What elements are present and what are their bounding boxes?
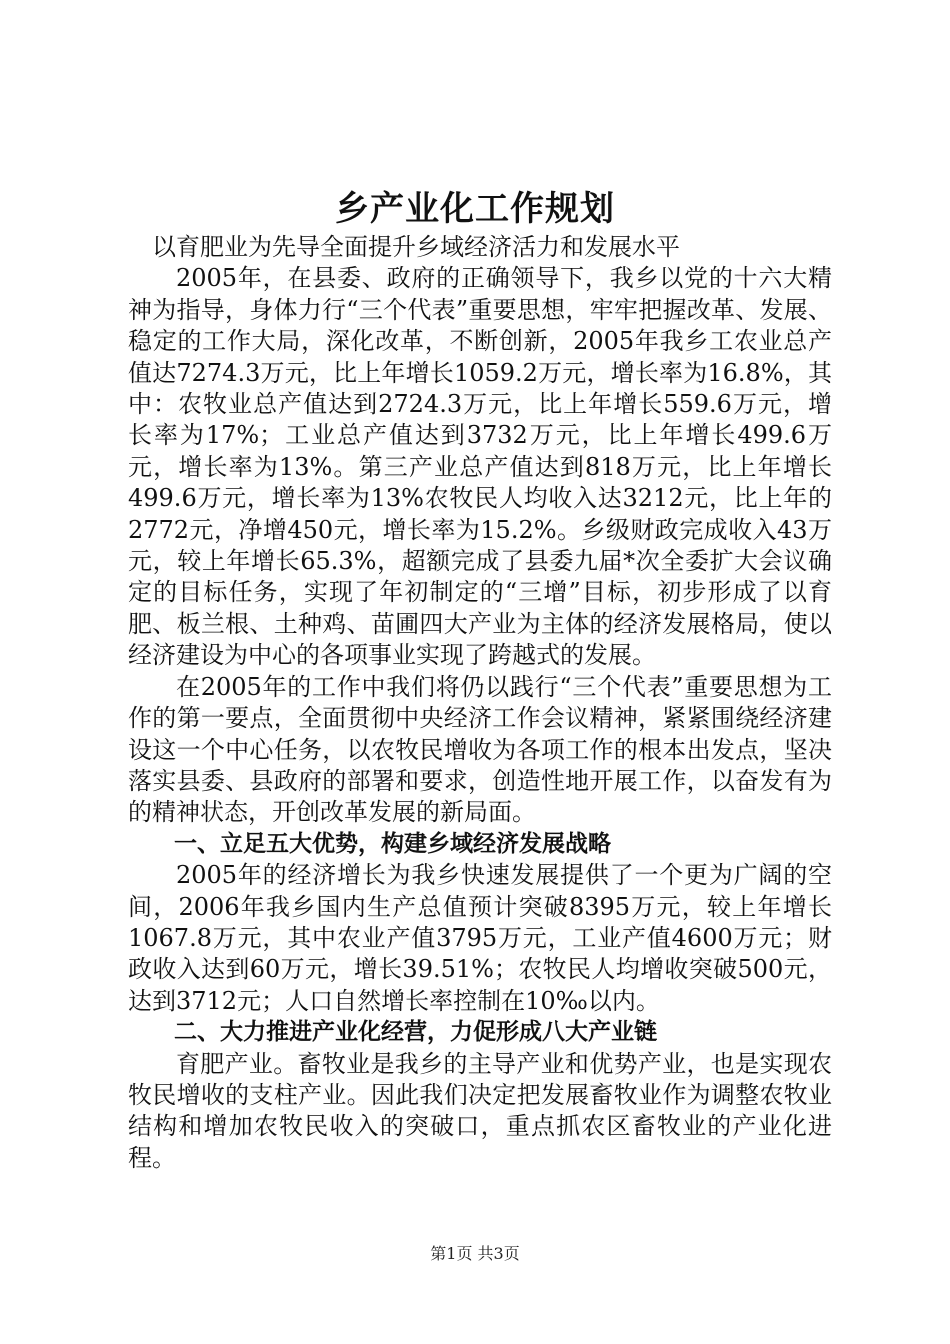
section-heading-2: 二、大力推进产业化经营，力促形成八大产业链 <box>174 1019 657 1046</box>
document-body <box>128 232 832 1174</box>
document-title: 乡产业化工作规划 <box>335 189 615 229</box>
paragraph-2005-summary: 2005年，在县委、政府的正确领导下，我乡以党的十六大精神为指导，身体力行“三个代表”重要思想，牢牢把握改革、发展、稳定的工作大局，深化改革，不断创新，2005年我乡工农业总产值达7274.3万元，比上年增长1059.2万元，增长率为16.8%，其中：农牧业总产值达到2724.3万元，比上年增长559.6万元，增长率为17%；工业总产值达到3732万元，比上年增长499.6万元，增长率为13%。第三产业总产值达到818万元，比上年增长499.6万元，增长率为13%农牧民人均收入达3212元，比上年的2772元，净增450元，增长率为15.2%。乡级财政完成收入43万元，较上年增长65.3%，超额完成了县委九届*次全委扩大会议确定的目标任务，实现了年初制定的“三增”目标，初步形成了以育肥、板兰根、土种鸡、苗圃四大产业为主体的经济发展格局，使以经济建设为中心的各项事业实现了跨越式的发展。 <box>128 264 832 670</box>
document-subtitle: 以育肥业为先导全面提升乡域经济活力和发展水平 <box>152 233 680 261</box>
paragraph-work-plan: 在2005年的工作中我们将仍以践行“三个代表”重要思想为工作的第一要点，全面贯彻中央经济工作会议精神，紧紧围绕经济建设这一个中心任务，以农牧民增收为各项工作的根本出发点，坚决落实县委、县政府的部署和要求，创造性地开展工作，以奋发有为的精神状态，开创改革发展的新局面。 <box>128 672 832 827</box>
section-heading-1: 一、立足五大优势，构建乡域经济发展战略 <box>174 830 611 857</box>
page-footer: 第1页 共3页 <box>430 1244 520 1263</box>
paragraph-growth-targets: 2005年的经济增长为我乡快速发展提供了一个更为广阔的空间，2006年我乡国内生产总值预计突破8395万元，较上年增长1067.8万元，其中农业产值3795万元，工业产值4600万元；财政收入达到60万元，增长39.51%；农牧民人均增收突破500元，达到3712元；人口自然增长率控制在10‰以内。 <box>128 861 832 1015</box>
paragraph-fattening-industry: 育肥产业。畜牧业是我乡的主导产业和优势产业，也是实现农牧民增收的支柱产业。因此我们决定把发展畜牧业作为调整农牧业结构和增加农牧民收入的突破口，重点抓农区畜牧业的产业化进程。 <box>128 1049 832 1172</box>
